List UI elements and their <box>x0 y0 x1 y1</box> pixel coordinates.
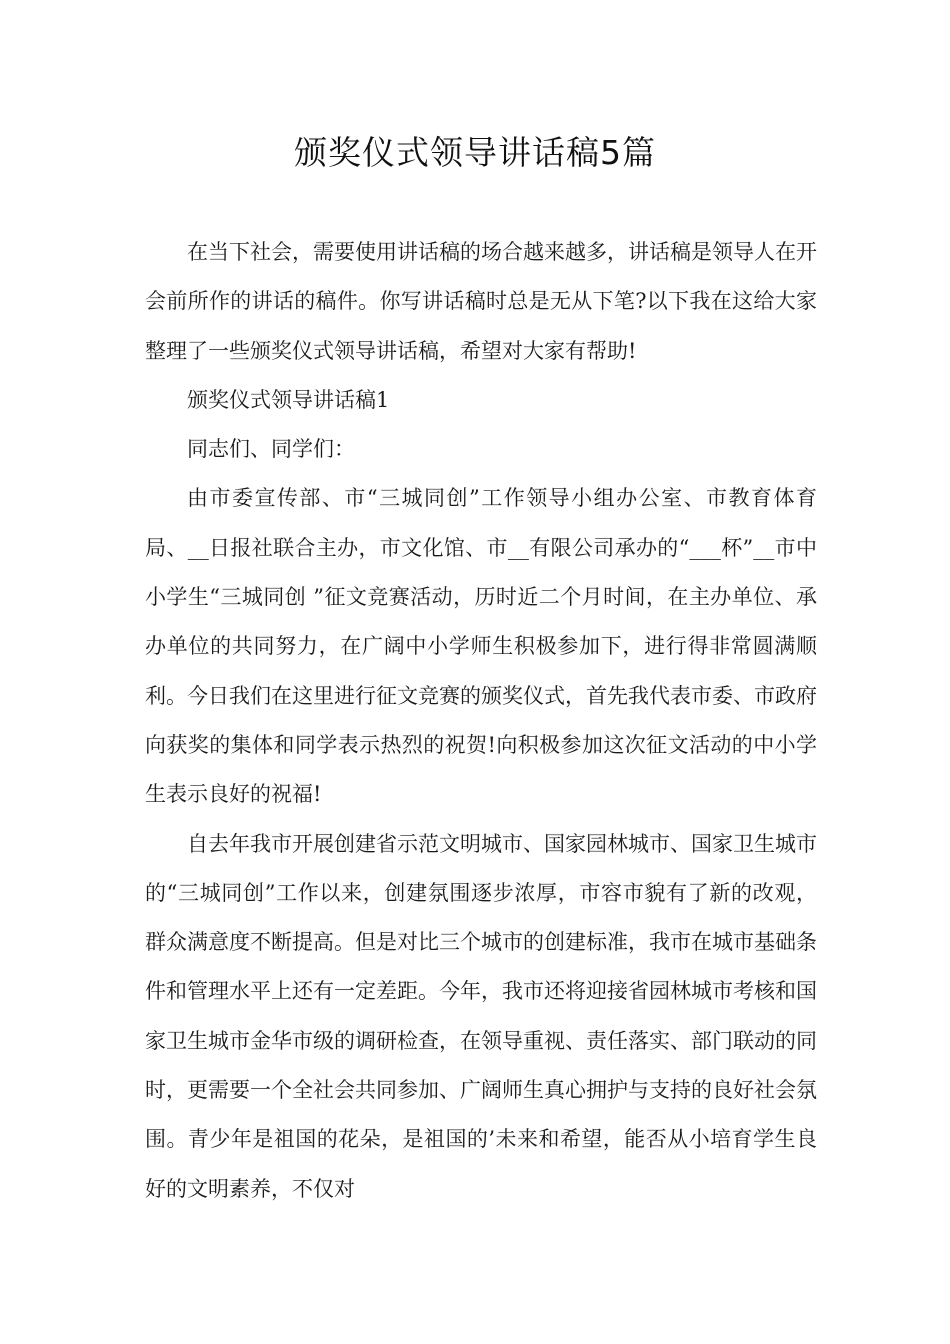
body-paragraph: 自去年我市开展创建省示范文明城市、国家园林城市、国家卫生城市的“三城同创”工作以来，创建氛围逐步浓厚，市容市貌有了新的改观，群众满意度不断提高。但是对比三个城市的创建标准，我市在城市基础条件和管理水平上还有一定差距。今年，我市还将迎接省园林城市考核和国家卫生城市金华市级的调研检查，在领导重视、责任落实、部门联动的同时，更需要一个全社会共同参加、广阔师生真心拥护与支持的良好社会氛围。青少年是祖国的花朵，是祖国的’未来和希望，能否从小培育学生良好的文明素养，不仅对 <box>145 831 817 1201</box>
intro-paragraph: 在当下社会，需要使用讲话稿的场合越来越多，讲话稿是领导人在开会前所作的讲话的稿件。你写讲话稿时总是无从下笔?以下我在这给大家整理了一些颁奖仪式领导讲话稿，希望对大家有帮助! <box>145 240 817 363</box>
body-paragraph: 由市委宣传部、市“三城同创”工作领导小组办公室、市教育体育局、__日报社联合主办，市文化馆、市__有限公司承办的“___杯”__市中小学生“三城同创 ”征文竞赛活动，历时近二个月时间，在主办单位、承办单位的共同努力，在广阔中小学师生积极参加下，进行得非常圆满顺利。今日我们在这里进行征文竞赛的颁奖仪式，首先我代表市委、市政府向获奖的集体和同学表示热烈的祝贺!向积极参加这次征文活动的中小学生表示良好的祝福! <box>145 486 817 807</box>
section-heading: 颁奖仪式领导讲话稿1 <box>187 387 390 412</box>
salutation: 同志们、同学们： <box>187 437 355 462</box>
document-body <box>145 228 817 1214</box>
document-title: 颁奖仪式领导讲话稿5篇 <box>294 133 656 172</box>
